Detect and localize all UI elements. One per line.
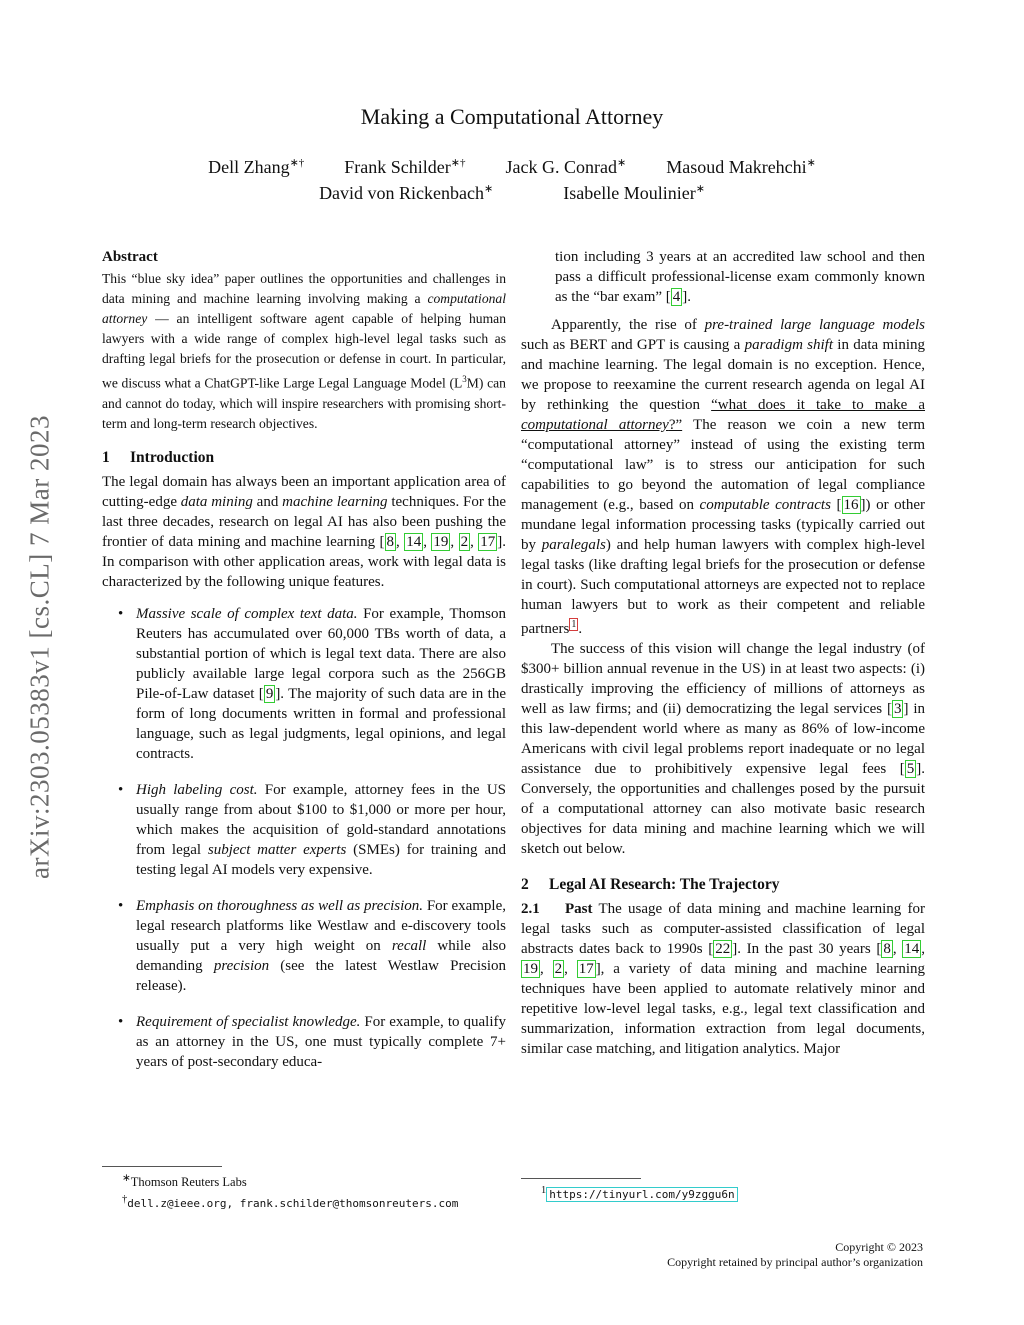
abstract-text: This “blue sky idea” paper outlines the opportunities and challenges in data mining and machine learning involving making a computational attorney — an intelligent software agent capable of helping human lawyers with a wide range of complex high-level legal tasks such as drafting legal briefs for the prosecution or defense in court. In particular, we discuss what a ChatGPT-like Large Legal Language Model $(L^3M)$ can and cannot do today, which will inspire researchers with promising short-term and long-term research objectives.	[102, 271, 506, 431]
citation-link[interactable]: 8	[883, 941, 891, 957]
citation-link[interactable]: 4	[672, 289, 681, 305]
citation-link[interactable]: 19	[523, 961, 538, 977]
citation-link[interactable]: 14	[904, 941, 920, 957]
citation-link[interactable]: 2	[554, 961, 563, 977]
citation-link[interactable]: 17	[480, 533, 496, 550]
list-item: • Emphasis on thoroughness as well as precision. For example, legal research platforms like Westlaw and e-discovery tools usually put a very high weight on recall while also demanding precision (see the latest Westlaw Precision release).	[118, 897, 506, 994]
author: David von Rickenbach∗	[319, 183, 494, 203]
footnote-url: $^1$ https://tinyurl.com/y9zggu6n	[521, 1182, 925, 1203]
feature-list	[102, 604, 506, 1072]
section-heading-introduction: 1 Introduction	[102, 448, 215, 466]
footnote-rule	[102, 1166, 222, 1167]
author: Frank Schilder∗†	[344, 157, 466, 177]
author: Jack G. Conrad∗	[505, 157, 627, 177]
footnotes-right	[521, 1178, 925, 1203]
subsection-heading-past: 2.1 Past	[521, 901, 593, 917]
bullet-icon: •	[118, 897, 124, 914]
footnote-rule	[521, 1178, 641, 1179]
citation-link[interactable]: 2	[460, 533, 469, 550]
past-paragraph: 2.1 Past The usage of data mining and machine learning for legal tasks such as computer-assisted classification of legal abstracts dates back to 1990s [ 22 ]. In the past 30 years [ 8 , 14 , 19 , 2 , 17 ], a variety of data mining and machine learning techniques have been applied to automate relatively minor and repetitive low-level legal tasks, e.g., legal text classification and summarization, information extraction from legal documents, similar case matching, and litigation analytics. Major	[521, 901, 926, 1057]
footnote-link[interactable]: 1	[571, 619, 577, 630]
citation-link[interactable]: 19	[433, 533, 449, 550]
author-row-2	[0, 182, 1024, 204]
vision-paragraph: The success of this vision will change the legal industry (of $300+ billion annual revenue in the US) in at least two aspects: (i) drastically improving the efficiency of millions of attorneys as well as law firms; and (ii) democratizing the legal services [ 3 ] in this law-dependent world where as many as 86% of low-income Americans with civil legal problems report inadequate or no legal assistance due to prohibitively expensive legal fees [ 5 ]. Conversely, the opportunities and challenges posed by the pursuit of a computational attorney can also motivate basic research objectives for data mining and machine learning which we will sketch out below.	[521, 641, 925, 857]
bullet-icon: •	[118, 605, 124, 622]
abstract-heading: Abstract	[102, 249, 158, 265]
arxiv-identifier: arXiv:2303.05383v1 [cs.CL] 7 Mar 2023	[24, 415, 55, 879]
section-heading-trajectory: 2 Legal AI Research: The Trajectory	[521, 876, 780, 893]
list-item: • Massive scale of complex text data. For example, Thomson Reuters has accumulated over 60,000 TBs worth of data, a substantial portion of which is legal text data. There are also publicly available large legal corpora such as the 256GB Pile-of-Law dataset [ 9 ]. The majority of such data are in the form of long documents written in formal and professional language, such as legal judgments, legal opinions, and legal contracts.	[118, 605, 507, 762]
citation-link[interactable]: 17	[578, 961, 594, 977]
footnote-affiliation: ∗Thomson Reuters Labs	[122, 1173, 247, 1190]
citation-link[interactable]: 8	[386, 533, 395, 550]
author: Masoud Makrehchi∗	[666, 157, 816, 177]
author: Isabelle Moulinier∗	[563, 183, 705, 203]
paper-title: Making a Computational Attorney	[360, 104, 664, 129]
footnote-emails: †dell.z@ieee.org, frank.schilder@thomsonreuters.com	[122, 1194, 459, 1211]
citation-link[interactable]: 9	[265, 685, 274, 702]
bullet-icon: •	[118, 781, 124, 798]
copyright-organization: Copyright retained by principal author’s organization	[667, 1255, 923, 1269]
citation-link[interactable]: 3	[893, 701, 902, 717]
research-question: “what does it take to make a computational attorney?”	[521, 397, 926, 433]
citation-link[interactable]: 22	[715, 941, 731, 957]
footnotes-left	[102, 1166, 506, 1212]
citation-link[interactable]: 14	[406, 533, 422, 550]
paradigm-paragraph: Apparently, the rise of pre-trained large language models such as BERT and GPT is causing a paradigm shift in data mining and machine learning. The legal domain is no exception. Hence, we propose to reexamine the current research agenda on legal AI by rethinking the question “what does it take to make a computational attorney?” The reason we coin a new term “computational attorney” instead of using the existing term “computational law” is to stress our anticipation for such capabilities to go beyond the automation of legal compliance management (e.g., based on computable contracts [ 16 ]) or other mundane legal information processing tasks (typically carried out by paralegals) and help human lawyers with complex high-level legal tasks (like drafting legal briefs for the prosecution or defense in court). Such computational attorneys are expected not to replace human lawyers but to work as their competent and reliable partners $^1$ .	[521, 317, 926, 637]
author-row-1	[0, 156, 1024, 178]
author: Dell Zhang∗†	[208, 157, 305, 177]
footnote-url-link[interactable]: https://tinyurl.com/y9zggu6n	[546, 1187, 737, 1202]
list-item: • High labeling cost. For example, attorney fees in the US usually range from about $100 to $1,000 or more per hour, which makes the acquisition of gold-standard annotations from legal subject matter experts (SMEs) for training and testing legal AI models very expensive.	[118, 781, 506, 878]
author-block	[0, 156, 1024, 208]
right-column	[521, 247, 925, 1059]
copyright-notice	[667, 1240, 923, 1270]
citation-link[interactable]: 16	[843, 497, 859, 513]
left-column	[102, 247, 506, 1088]
arxiv-sidebar	[4, 365, 76, 930]
citation-link[interactable]: 5	[906, 761, 915, 777]
bullet-icon: •	[118, 1013, 124, 1030]
bullet-continuation: tion including 3 years at an accredited law school and then pass a difficult professional-license exam commonly known as the “bar exam” [ 4 ].	[555, 249, 925, 305]
intro-paragraph: The legal domain has always been an important application area of cutting-edge data mining and machine learning techniques. For the last three decades, research on legal AI has also been pushing the frontier of data mining and machine learning [ 8 , 14 , 19 , 2 , 17 ]. In comparison with other application areas, work with legal data is characterized by the following unique features.	[102, 473, 507, 590]
list-item: • Requirement of specialist knowledge. For example, to qualify as an attorney in the US, one must typically complete 7+ years of post-secondary educa-	[118, 1013, 506, 1070]
copyright-line: Copyright © 2023	[835, 1240, 923, 1254]
